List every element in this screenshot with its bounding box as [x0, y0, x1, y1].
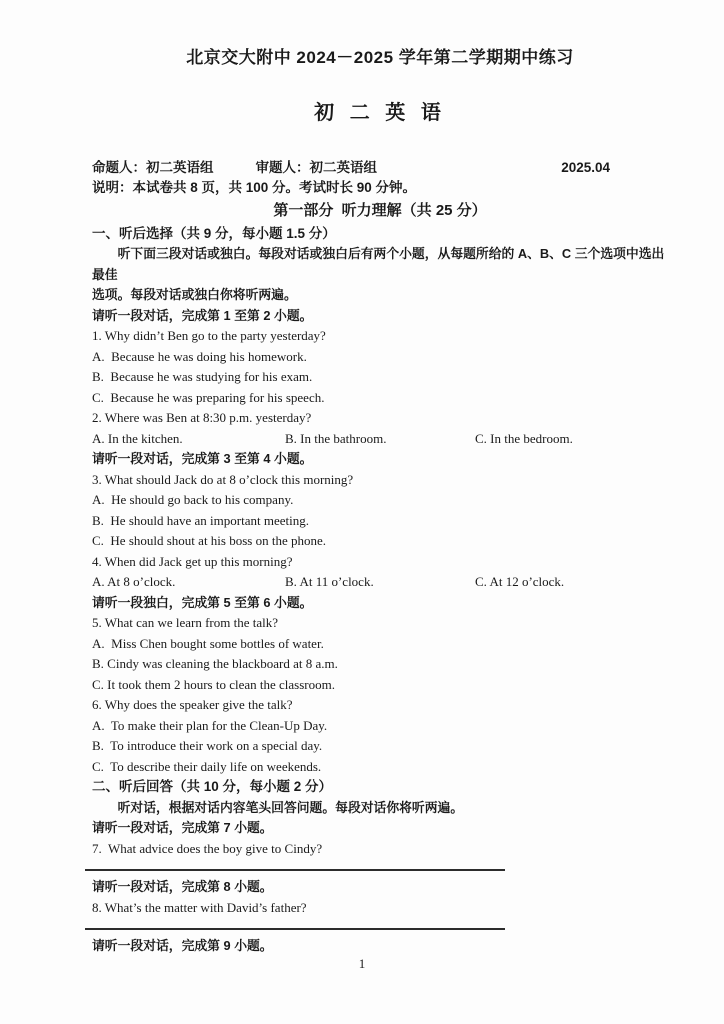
exam-note: 说明：本试卷共 8 页，共 100 分。考试时长 90 分钟。	[92, 180, 417, 195]
question-6-option-a: A. To make their plan for the Clean-Up Day.	[92, 717, 328, 733]
exam-date: 2025.04	[561, 160, 610, 175]
question-2-options-row	[92, 429, 668, 450]
question-4-options-row	[92, 572, 668, 593]
answer-line-q7	[85, 869, 505, 871]
question-1-option-b: B. Because he was studying for his exam.	[92, 369, 313, 384]
section1-instruction-line2: 选项。每段对话或独白你将听两遍。	[92, 287, 297, 302]
question-4-option-b: B. At 11 o’clock.	[285, 574, 374, 589]
question-4: 4. When did Jack get up this morning?	[92, 553, 293, 569]
question-2-option-c: C. In the bedroom.	[475, 430, 573, 446]
meta-row	[92, 157, 668, 178]
question-1: 1. Why didn’t Ben go to the party yesterday?	[92, 328, 326, 343]
prompt-q3-q4: 请听一段对话，完成第 3 至第 4 小题。	[92, 451, 313, 466]
question-7: 7. What advice does the boy give to Cindy?	[92, 840, 323, 856]
question-6-option-b: B. To introduce their work on a special day.	[92, 738, 323, 753]
question-2-option-a: A. In the kitchen.	[92, 430, 183, 446]
question-5-option-a: A. Miss Chen bought some bottles of water.	[92, 635, 324, 651]
question-1-option-c: C. Because he was preparing for his speech.	[92, 389, 325, 405]
question-4-option-a: A. At 8 o’clock.	[92, 574, 176, 589]
prompt-q8: 请听一段对话，完成第 8 小题。	[92, 879, 273, 894]
question-3: 3. What should Jack do at 8 o’clock this morning?	[92, 471, 354, 487]
exam-title: 北京交大附中 2024－2025 学年第二学期期中练习	[186, 48, 574, 67]
question-5-option-b: B. Cindy was cleaning the blackboard at 8 a.m.	[92, 656, 338, 671]
question-1-option-a: A. Because he was doing his homework.	[92, 348, 307, 364]
prompt-q1-q2: 请听一段对话，完成第 1 至第 2 小题。	[92, 307, 313, 323]
reviewer-label: 审题人：初二英语组	[255, 160, 377, 175]
question-2: 2. Where was Ben at 8:30 p.m. yesterday?	[92, 410, 312, 425]
page-number: 1	[358, 956, 366, 971]
question-5: 5. What can we learn from the talk?	[92, 615, 279, 630]
question-3-option-c: C. He should shout at his boss on the phone.	[92, 533, 326, 548]
question-2-option-b: B. In the bathroom.	[285, 430, 387, 446]
prompt-q5-q6: 请听一段独白，完成第 5 至第 6 小题。	[92, 594, 313, 610]
proposer-label: 命题人：初二英语组	[92, 160, 214, 175]
question-3-option-a: A. He should go back to his company.	[92, 492, 294, 507]
question-6-option-c: C. To describe their daily life on weekends.	[92, 758, 322, 774]
subject-title: 初 二 英 语	[314, 102, 446, 124]
question-4-option-c: C. At 12 o’clock.	[475, 574, 565, 589]
prompt-q9: 请听一段对话，完成第 9 小题。	[92, 938, 273, 953]
section2-heading: 二、听后回答（共 10 分，每小题 2 分）	[92, 779, 333, 794]
question-6: 6. Why does the speaker give the talk?	[92, 697, 293, 712]
answer-line-q8	[85, 928, 505, 930]
question-5-option-c: C. It took them 2 hours to clean the classroom.	[92, 676, 335, 692]
question-3-option-b: B. He should have an important meeting.	[92, 512, 309, 528]
section1-heading: 一、听后选择（共 9 分，每小题 1.5 分）	[92, 225, 336, 241]
section1-instruction-line1: 听下面三段对话或独白。每段对话或独白后有两个小题，从每题所给的 A、B、C 三个选项中选出最佳	[92, 246, 665, 282]
section2-instruction: 听对话，根据对话内容笔头回答问题。每段对话你将听两遍。	[117, 799, 464, 815]
question-8: 8. What’s the matter with David’s father?	[92, 899, 307, 915]
part1-heading: 第一部分 听力理解（共 25 分）	[273, 201, 487, 219]
prompt-q7: 请听一段对话，完成第 7 小题。	[92, 820, 273, 835]
